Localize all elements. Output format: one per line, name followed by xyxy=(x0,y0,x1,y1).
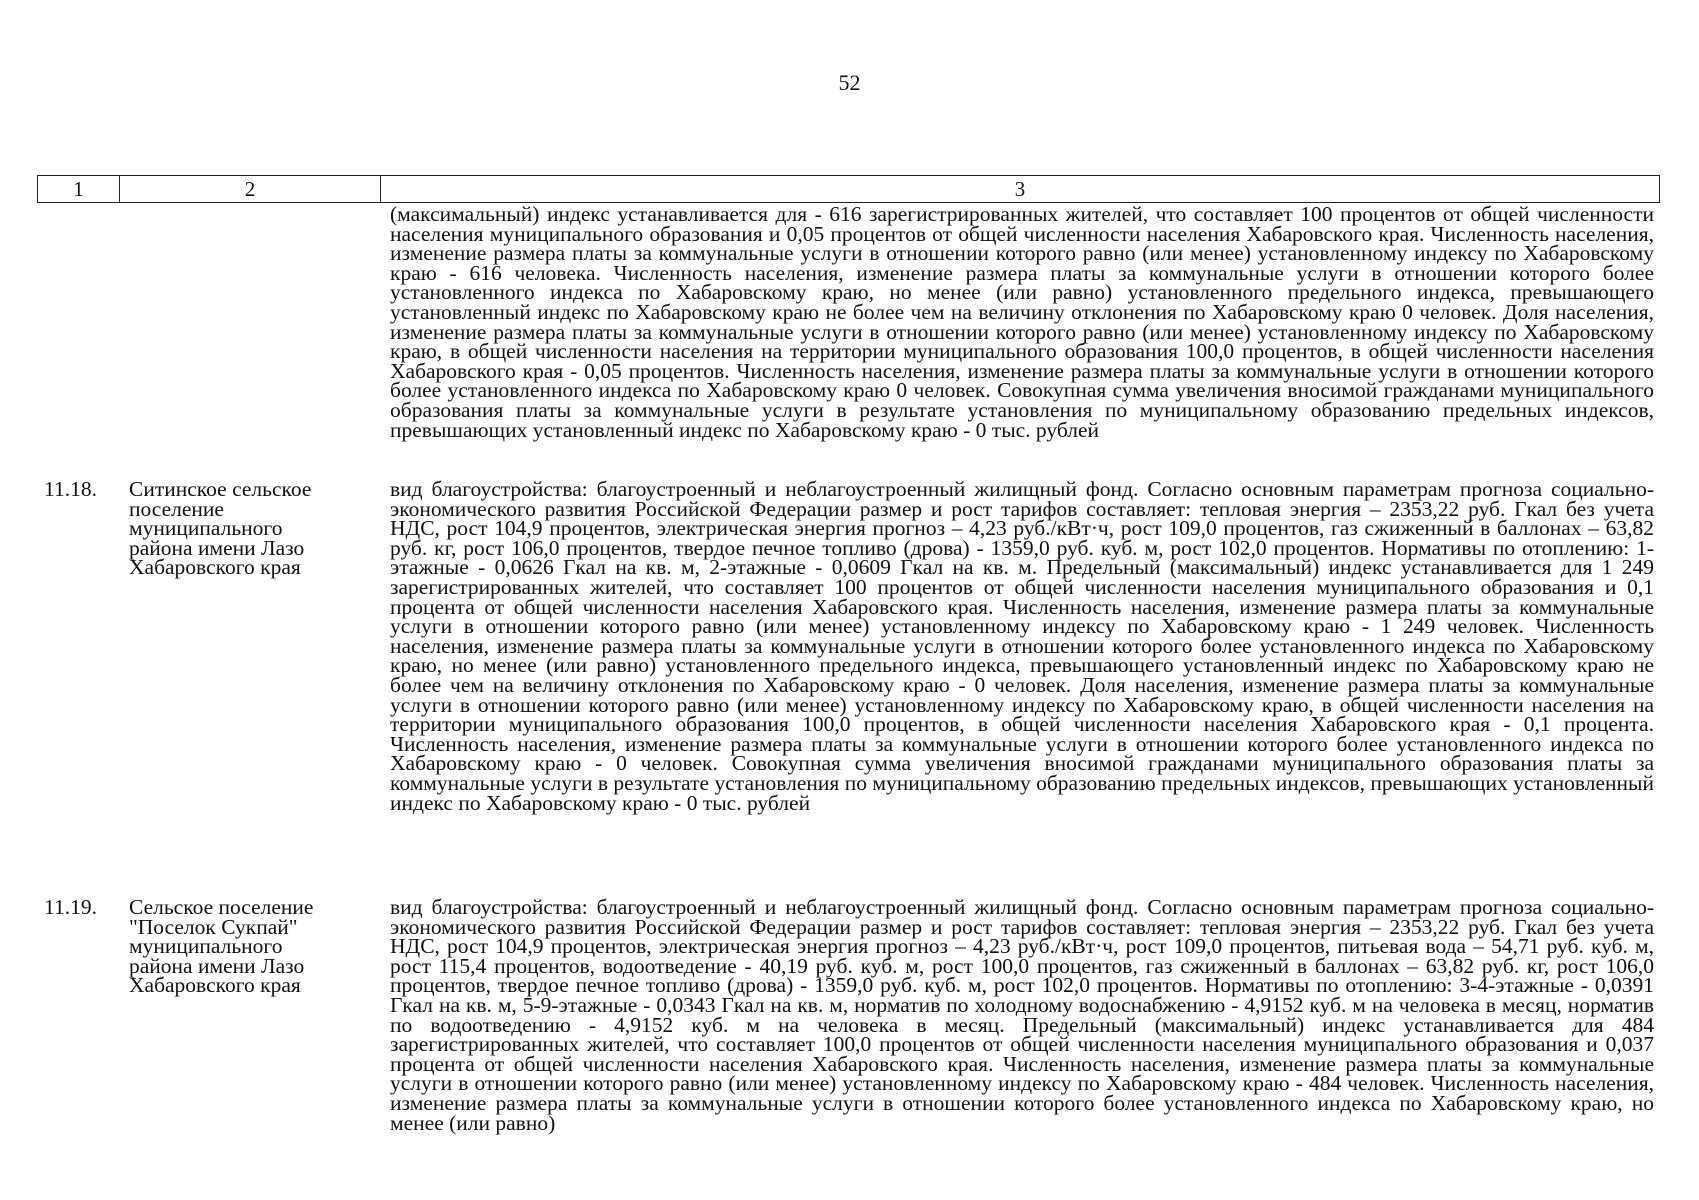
table-header xyxy=(37,175,1660,203)
row-municipality-name: Ситинское сельское поселение муниципального района имени Лазо Хабаровского края xyxy=(129,477,312,580)
continuation-text: (максимальный) индекс устанавливается для - 616 зарегистрированных жителей, что составляет 100 процентов от общей численности населения муниципального образования и 0,05 процентов от общей численности населения Хабаровского края. Численность населения, изменение размера платы за коммунальные услуги в отношении которого равно (или менее) установленному индексу по Хабаровскому краю - 616 человека. Численность населения, изменение размера платы за коммунальные услуги в отношении которого более установленного индекса по Хабаровскому краю, но менее (или равно) установленного предельного индекса, превышающего установленный индекс по Хабаровскому краю не более чем на величину отклонения по Хабаровскому краю 0 человек. Доля населения, изменение размера платы за коммунальные услуги в отношении которого равно (или менее) установленному индексу по Хабаровскому краю, в общей численности населения на территории муниципального образования 100,0 процентов, в общей численности населения Хабаровского края - 0,05 процентов. Численность населения, изменение размера платы за коммунальные услуги в отношении которого более установленного индекса по Хабаровскому краю 0 человек. Совокупная сумма увеличения вносимой гражданами муниципального образования платы за коммунальные услуги в результате установления по муниципальному образованию предельных индексов, превышающих установленный индекс по Хабаровскому краю - 0 тыс. рублей xyxy=(390,202,1654,442)
table-header-col-1: 1 xyxy=(38,176,120,202)
table-header-col-2: 2 xyxy=(120,176,381,202)
page-number: 52 xyxy=(838,70,861,95)
row-description-text: вид благоустройства: благоустроенный и неблагоустроенный жилищный фонд. Согласно основным параметрам прогноза социально-экономического развития Российской Федерации размер и рост тарифов составляет: тепловая энергия – 2353,22 руб. Гкал без учета НДС, рост 104,9 процентов, электрическая энергия прогноз – 4,23 руб./кВт·ч, рост 109,0 процентов, питьевая вода – 54,71 руб. куб. м, рост 115,4 процентов, водоотведение - 40,19 руб. куб. м, рост 100,0 процентов, газ сжиженный в баллонах – 63,82 руб. кг, рост 106,0 процентов, твердое печное топливо (дрова) - 1359,0 руб. куб. м, рост 102,0 процентов. Нормативы по отоплению: 3-4-этажные - 0,0391 Гкал на кв. м, 5-9-этажные - 0,0343 Гкал на кв. м, норматив по холодному водоснабжению - 4,9152 куб. м на человека в месяц, норматив по водоотведению - 4,9152 куб. м на человека в месяц. Предельный (максимальный) индекс устанавливается для 484 зарегистрированных жителей, что составляет 100,0 процентов от общей численности населения муниципального образования и 0,037 процента от общей численности населения Хабаровского края. Численность населения, изменение размера платы за коммунальные услуги в отношении которого равно (или менее) установленному индексу по Хабаровскому краю - 484 человек. Численность населения, изменение размера платы за коммунальные услуги в отношении которого более установленного индекса по Хабаровскому краю, но менее (или равно) xyxy=(390,895,1654,1135)
row-number: 11.19. xyxy=(44,895,97,919)
row-municipality-name: Сельское поселение "Поселок Сукпай" муниципального района имени Лазо Хабаровского края xyxy=(129,895,314,998)
row-description-text: вид благоустройства: благоустроенный и неблагоустроенный жилищный фонд. Согласно основным параметрам прогноза социально-экономического развития Российской Федерации размер и рост тарифов составляет: тепловая энергия – 2353,22 руб. Гкал без учета НДС, рост 104,9 процентов, электрическая энергия прогноз – 4,23 руб./кВт·ч, рост 109,0 процентов, газ сжиженный в баллонах – 63,82 руб. кг, рост 106,0 процентов, твердое печное топливо (дрова) - 1359,0 руб. куб. м, рост 102,0 процентов. Нормативы по отоплению: 1-этажные - 0,0626 Гкал на кв. м, 2-этажные - 0,0609 Гкал на кв. м. Предельный (максимальный) индекс устанавливается для 1 249 зарегистрированных жителей, что составляет 100 процентов от общей численности населения муниципального образования и 0,1 процента от общей численности населения Хабаровского края. Численность населения, изменение размера платы за коммунальные услуги в отношении которого равно (или менее) установленному индексу по Хабаровскому краю - 1 249 человек. Численность населения, изменение размера платы за коммунальные услуги в отношении которого более установленного индекса по Хабаровскому краю, но менее (или равно) установленного предельного индекса, превышающего установленный индекс по Хабаровскому краю не более чем на величину отклонения по Хабаровскому краю - 0 человек. Доля населения, изменение размера платы за коммунальные услуги в отношении которого равно (или менее) установленному индексу по Хабаровскому краю, в общей численности населения на территории муниципального образования 100,0 процентов, в общей численности населения Хабаровского края - 0,1 процента. Численность населения, изменение размера платы за коммунальные услуги в отношении которого более установленного индекса по Хабаровскому краю - 0 человек. Совокупная сумма увеличения вносимой гражданами муниципального образования платы за коммунальные услуги в результате установления по муниципальному образованию предельных индексов, превышающих установленный индекс по Хабаровскому краю - 0 тыс. рублей xyxy=(390,477,1654,815)
table-header-col-3: 3 xyxy=(1014,177,1026,201)
row-number: 11.18. xyxy=(44,477,97,501)
